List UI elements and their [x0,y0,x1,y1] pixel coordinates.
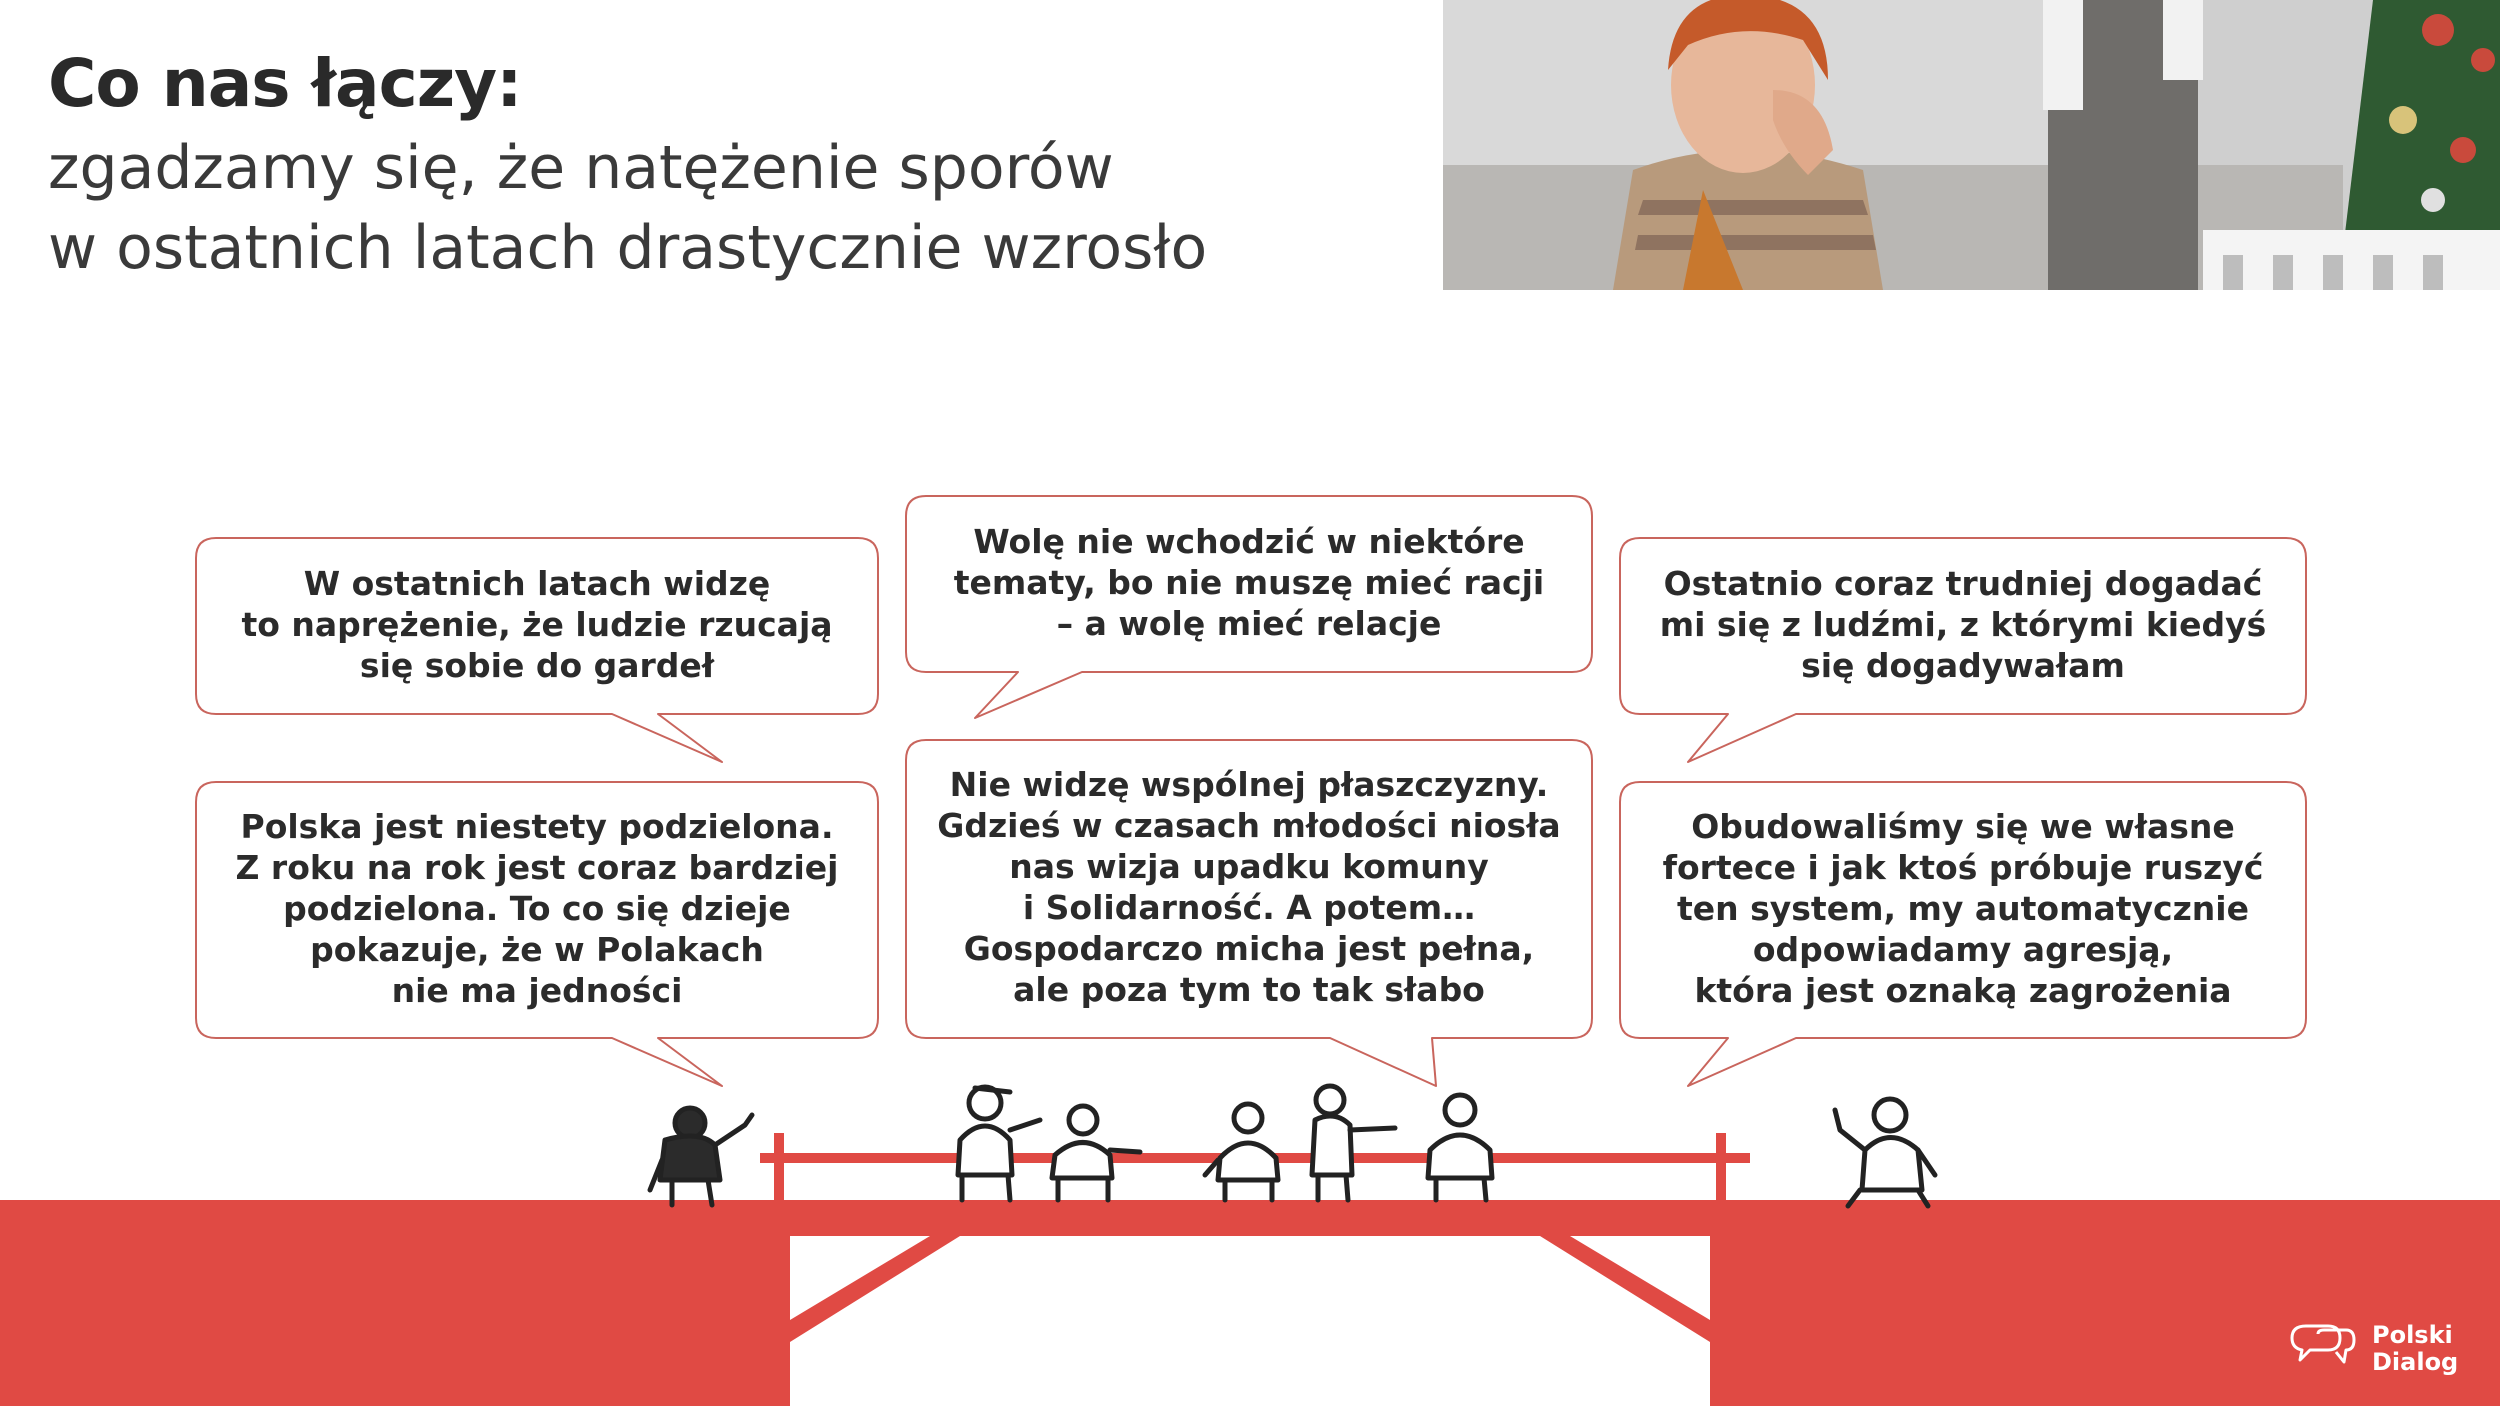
quote-line: Ostatnio coraz trudniej dogadać [1663,564,2263,603]
person-3 [1205,1104,1278,1200]
person-4 [1312,1086,1395,1200]
person-left [650,1108,752,1205]
brand-line-1: Polski [2372,1321,2453,1349]
quote-3 [1620,563,2306,686]
quote-6 [1620,806,2306,1011]
quote-line: tematy, bo nie muszę mieć racji [953,563,1545,602]
brand-line-2: Dialog [2372,1348,2459,1376]
brand-logo-text [2372,1322,2458,1376]
quote-line: nie ma jedności [391,971,683,1010]
person-1 [958,1087,1040,1200]
quote-2 [906,521,1592,644]
quote-line: Wolę nie wchodzić w niektóre [973,522,1525,561]
quote-4 [196,806,878,1011]
quote-line: Obudowaliśmy się we własne [1691,807,2235,846]
quote-line: Gospodarczo micha jest pełna, [963,929,1535,968]
quote-line: – a wolę mieć relacje [1056,604,1442,643]
person-5 [1428,1095,1492,1200]
ground-left [0,1200,790,1406]
quote-line: fortece i jak ktoś próbuje ruszyć [1662,848,2264,887]
quote-line: odpowiadamy agresją, [1752,930,2174,969]
quote-line: się sobie do gardeł [359,646,715,685]
quote-5 [906,764,1592,1010]
quote-line: W ostatnich latach widzę [303,564,771,603]
quote-line: to naprężenie, że ludzie rzucają [241,605,833,644]
quote-line: Z roku na rok jest coraz bardziej [235,848,839,887]
quote-line: i Solidarność. A potem… [1022,888,1476,927]
quote-1 [196,563,878,686]
quote-line: Gdzieś w czasach młodości niosła [937,806,1561,845]
slide-subtitle-line-2: w ostatnich latach drastycznie wzrosło [48,213,1208,283]
quote-line: podzielona. To co się dzieje [283,889,791,928]
bridge-illustration [0,1070,2500,1406]
person-right [1835,1099,1935,1206]
quote-line: ale poza tym to tak słabo [1013,970,1485,1009]
quote-line: Polska jest niestety podzielona. [240,807,834,846]
quote-line: się dogadywałam [1801,646,2125,685]
slide-subtitle-line-1: zgadzamy się, że natężenie sporów [48,133,1114,203]
person-2 [1052,1106,1140,1200]
quote-line: mi się z ludźmi, z którymi kiedyś [1659,605,2267,644]
quote-line: która jest oznaką zagrożenia [1694,971,2232,1010]
slide-title: Co nas łączy: [48,45,522,122]
bridge-deck [780,1200,1720,1236]
quote-line: ten system, my automatycznie [1677,889,2249,928]
quote-line: Nie widzę wspólnej płaszczyzny. [949,765,1549,804]
quote-line: pokazuje, że w Polakach [310,930,764,969]
quote-line: nas wizja upadku komuny [1009,847,1489,886]
